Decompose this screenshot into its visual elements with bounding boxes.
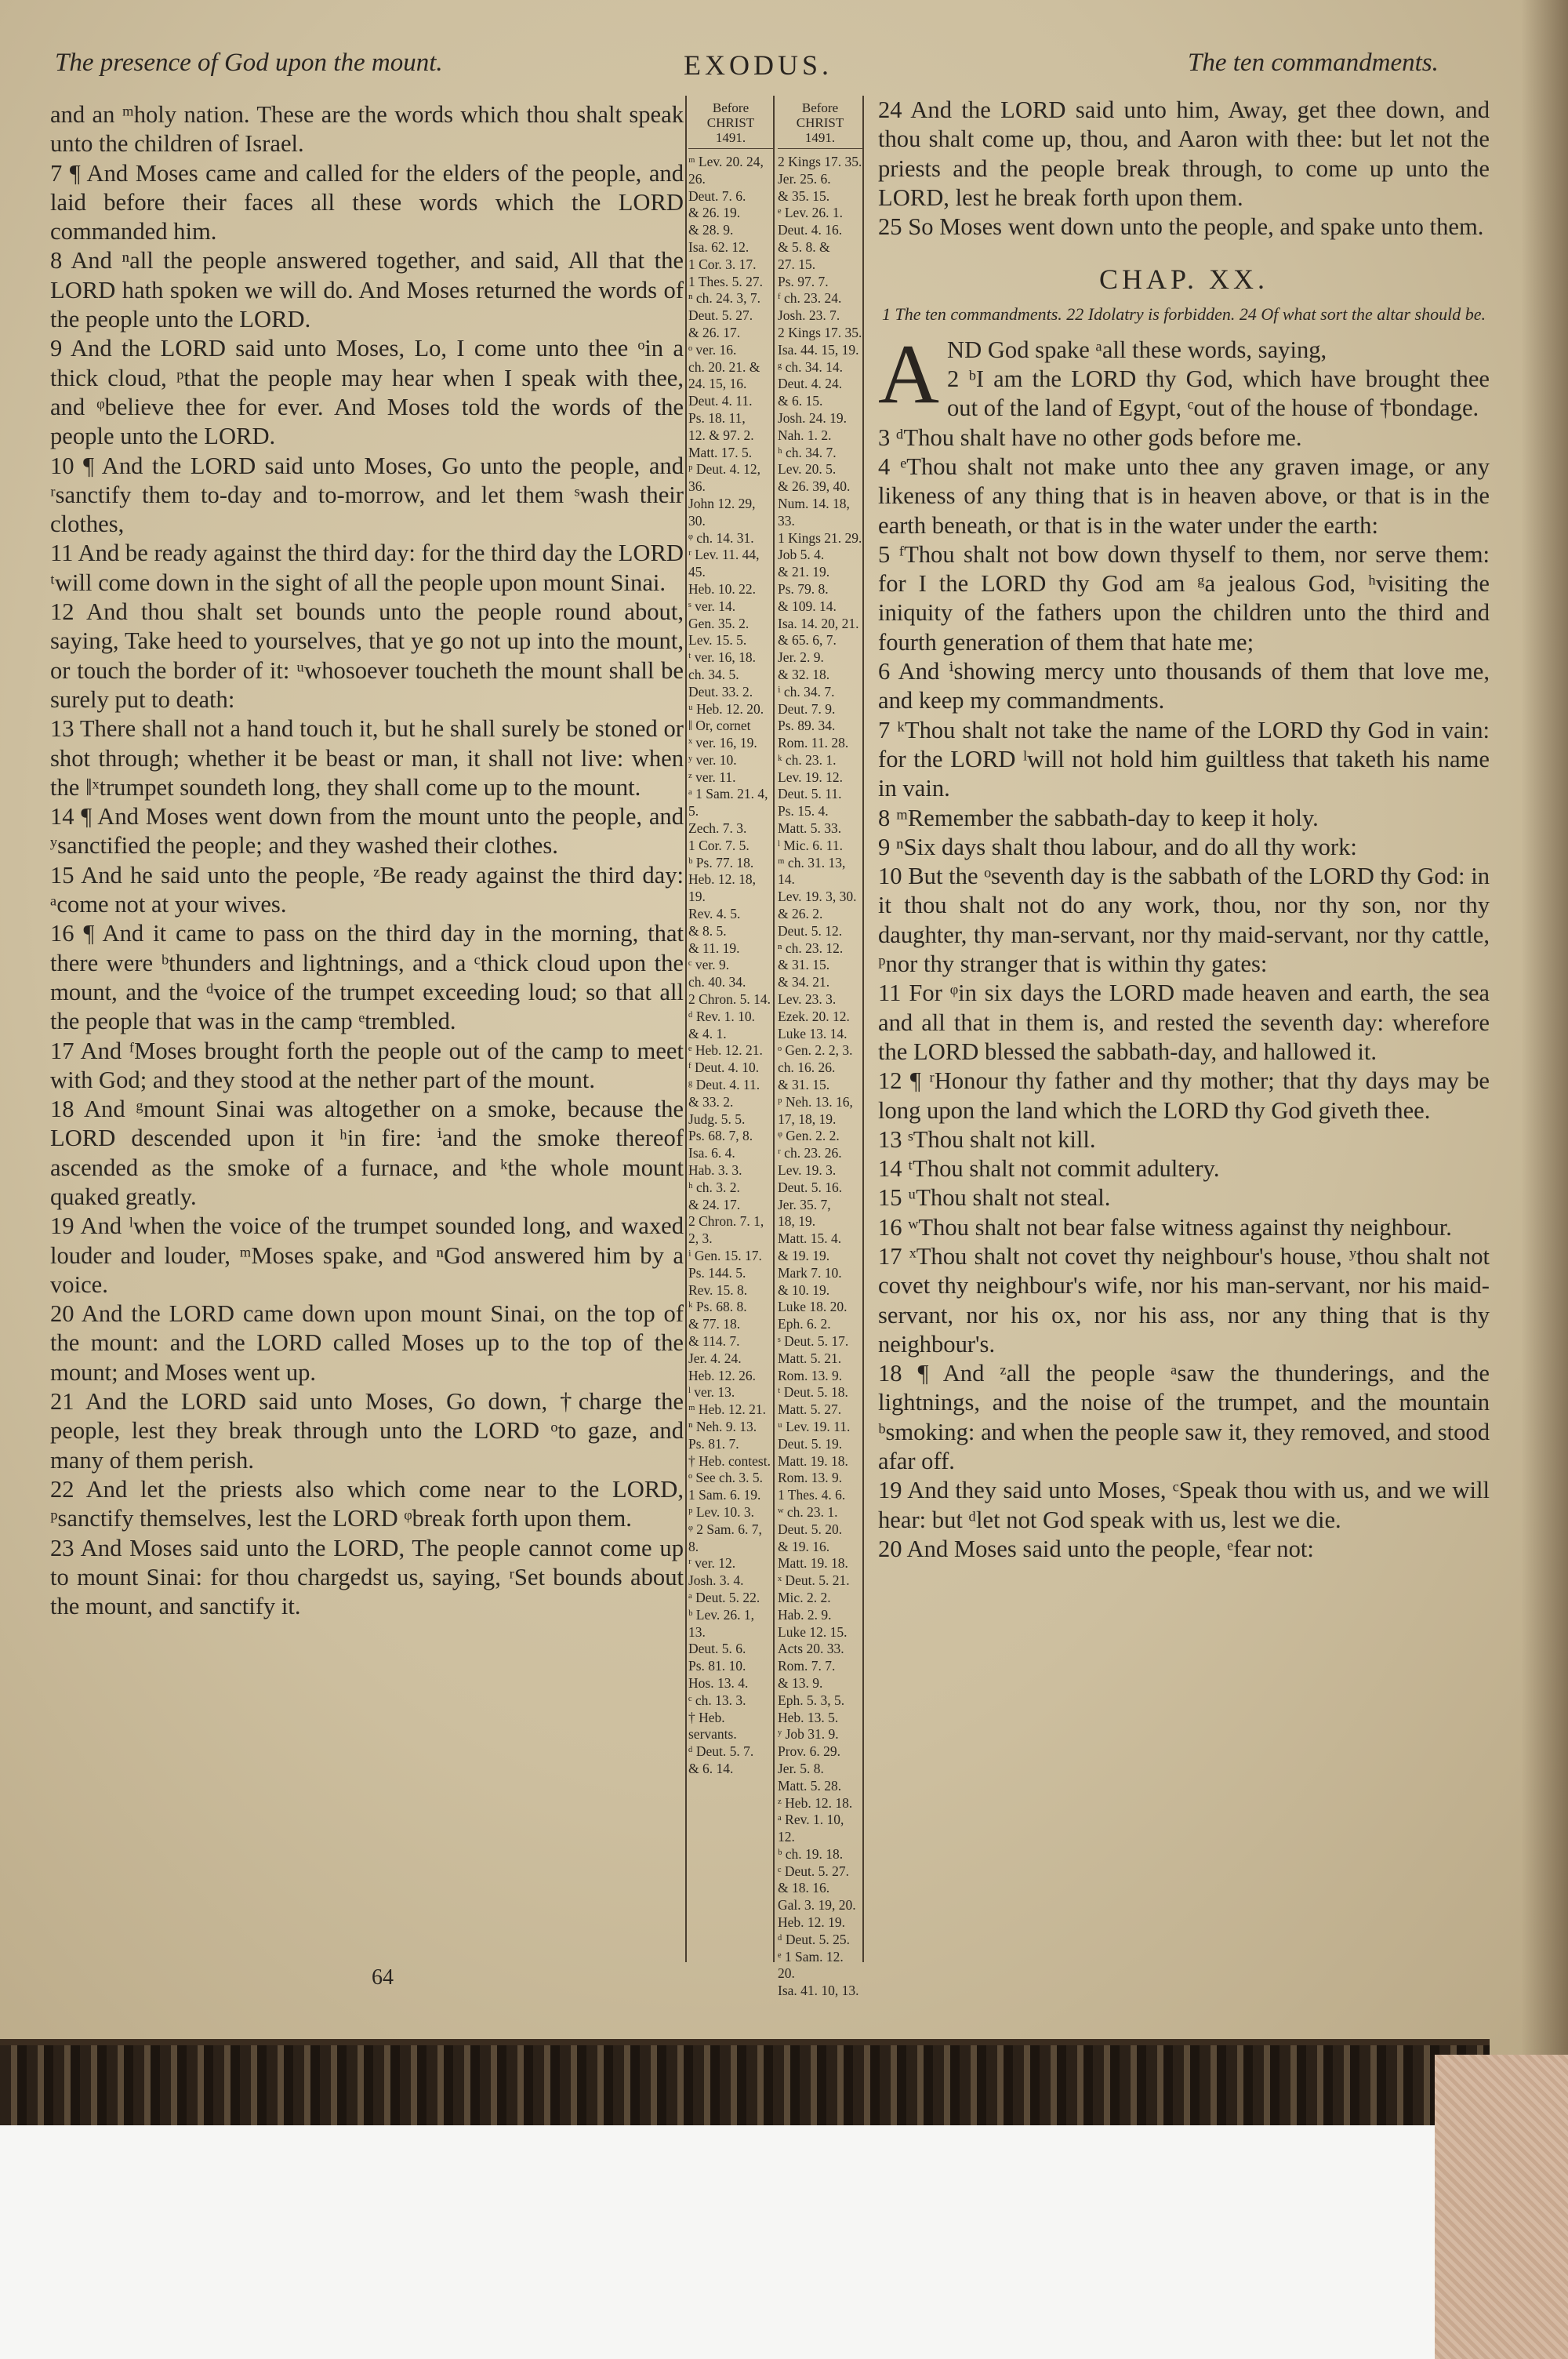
margin-reference: ʰ ch. 34. 7. bbox=[778, 444, 837, 460]
margin-reference: Luke 12. 15. bbox=[778, 1623, 848, 1640]
margin-reference: Deut. 5. 11. bbox=[778, 786, 842, 802]
margin-reference: ˡ ver. 13. bbox=[688, 1384, 735, 1401]
margin-reference: ᵈ Rev. 1. 10. bbox=[688, 1008, 755, 1024]
margin-reference: & 4. 1. bbox=[688, 1025, 727, 1041]
verse: 16 ʷThou shalt not bear false witness against thy neighbour. bbox=[878, 1213, 1452, 1241]
verse-first-text: ND God spake ᵃall these words, saying, bbox=[947, 336, 1327, 363]
margin-reference: Matt. 19. 18. bbox=[778, 1555, 848, 1572]
margin-reference: ʰ ch. 3. 2. bbox=[688, 1179, 740, 1195]
margin-reference: Nah. 1. 2. bbox=[778, 427, 832, 443]
verse: 8 And ⁿall the people answered together, and said, All that the LORD hath spoken we will do. And Moses returned the words of the people unto the LORD. bbox=[50, 247, 684, 333]
margin-reference: Matt. 5. 28. bbox=[778, 1777, 842, 1794]
margin-rule bbox=[862, 96, 864, 1962]
margin-reference: ᵠ ch. 14. 31. bbox=[688, 529, 754, 546]
margin-reference: ᵘ Heb. 12. 20. bbox=[688, 700, 764, 717]
margin-reference: & 32. 18. bbox=[778, 666, 830, 682]
margin-reference: ᵇ Lev. 26. 1, 13. bbox=[688, 1606, 754, 1640]
margin-reference: Ps. 68. 7, 8. bbox=[688, 1128, 753, 1144]
margin-reference: & 26. 19. bbox=[688, 205, 741, 221]
margin-reference: Jer. 4. 24. bbox=[688, 1350, 742, 1366]
margin-reference: Acts 20. 33. bbox=[778, 1641, 844, 1657]
margin-reference: ᵐ ch. 31. 13, 14. bbox=[778, 854, 846, 888]
verse: 23 And Moses said unto the LORD, The people cannot come up to mount Sinai: for thou chargedst us, saying, ʳSet bounds about the mount, and sanctify it. bbox=[50, 1534, 684, 1620]
verse: 8 ᵐRemember the sabbath-day to keep it holy. bbox=[878, 804, 1319, 831]
verse: 13 ˢThou shalt not kill. bbox=[878, 1125, 1096, 1153]
margin-reference: Deut. 7. 6. bbox=[688, 187, 746, 204]
verse: 24 And the LORD said unto him, Away, get thee down, and thou shalt come up, thou, and Aaron with thee: but let not the priests and the people break through, to come up unto the LORD, lest he break forth upon them. bbox=[878, 96, 1490, 211]
margin-reference: & 24. 17. bbox=[688, 1196, 741, 1212]
margin-reference: ʷ ch. 23. 1. bbox=[778, 1503, 838, 1520]
margin-reference: ʳ Lev. 11. 44, 45. bbox=[688, 547, 760, 580]
margin-reference: Lev. 19. 3, 30. & 26. 2. bbox=[778, 889, 857, 922]
left-text-column bbox=[50, 100, 684, 1621]
margin-reference: Jer. 5. 8. bbox=[778, 1760, 824, 1776]
margin-header bbox=[778, 100, 862, 149]
margin-reference: ˡ Mic. 6. 11. bbox=[778, 837, 843, 853]
verse: 9 ⁿSix days shalt thou labour, and do all thy work: bbox=[878, 833, 1357, 860]
margin-reference: Matt. 5. 33. bbox=[778, 820, 842, 837]
margin-reference: ᶜ ch. 13. 3. bbox=[688, 1692, 746, 1708]
margin-reference: & 28. 9. bbox=[688, 222, 734, 238]
margin-reference: & 6. 15. bbox=[778, 393, 823, 409]
verse: 14 ¶ And Moses went down from the mount unto the people, and ʸsanctified the people; and they washed their clothes. bbox=[50, 803, 684, 860]
margin-reference: Jer. 2. 9. bbox=[778, 649, 824, 666]
margin-reference: ᵒ ver. 16. bbox=[688, 341, 737, 358]
verse: 22 And let the priests also which come near to the LORD, ᵖsanctify themselves, lest the LORD ᵠbreak forth upon them. bbox=[50, 1475, 684, 1532]
margin-reference: & 21. 19. bbox=[778, 564, 830, 580]
margin-reference: ᵉ Heb. 12. 21. bbox=[688, 1042, 763, 1059]
margin-reference: ch. 20. 21. & bbox=[688, 358, 760, 375]
verse: 12 And thou shalt set bounds unto the people round about, saying, Take heed to yourselves, that ye go not up into the mount, or touch the border of it: ᵘwhosoever toucheth the mount shall be surely put to death: bbox=[50, 598, 684, 713]
margin-reference: Hos. 13. 4. bbox=[688, 1674, 749, 1691]
margin-reference: Lev. 15. 5. bbox=[688, 632, 747, 649]
margin-reference: Rom. 11. 28. bbox=[778, 735, 849, 751]
background-surface bbox=[0, 2125, 1435, 2359]
margin-reference: & 77. 18. bbox=[688, 1316, 741, 1332]
margin-reference: & 19. 16. bbox=[778, 1538, 830, 1554]
margin-reference: ᵒ See ch. 3. 5. bbox=[688, 1470, 763, 1486]
margin-reference: ᵃ Rev. 1. 10, 12. bbox=[778, 1812, 844, 1845]
margin-reference: Josh. 3. 4. bbox=[688, 1572, 744, 1589]
book-binding-edge bbox=[0, 2039, 1490, 2132]
margin-reference: Deut. 5. 6. bbox=[688, 1641, 746, 1657]
margin-reference: ch. 40. 34. bbox=[688, 974, 746, 990]
margin-reference: ⁿ Neh. 9. 13. bbox=[688, 1418, 757, 1434]
chapter-summary: 1 The ten commandments. 22 Idolatry is forbidden. 24 Of what sort the altar should be. bbox=[882, 304, 1486, 324]
margin-reference: Deut. 5. 12. bbox=[778, 922, 843, 939]
margin-reference: Eph. 5. 3, 5. bbox=[778, 1692, 845, 1708]
margin-reference: & 10. 19. bbox=[778, 1281, 830, 1298]
margin-reference: ⁱ ch. 34. 7. bbox=[778, 683, 835, 700]
margin-reference: ᵘ Lev. 19. 11. bbox=[778, 1418, 851, 1434]
verse: 2 ᵇI am the LORD thy God, which have brought thee out of the land of Egypt, ᶜout of the house of †bondage. bbox=[947, 365, 1490, 422]
verse: 20 And the LORD came down upon mount Sinai, on the top of the mount: and the LORD called Moses up to the top of the mount; and Moses went up. bbox=[50, 1300, 684, 1386]
verse: 19 And they said unto Moses, ᶜSpeak thou with us, and we will hear: but ᵈlet not God speak with us, lest we die. bbox=[878, 1477, 1490, 1533]
margin-reference: Heb. 12. 18, 19. bbox=[688, 871, 757, 905]
margin-reference: Prov. 6. 29. bbox=[778, 1743, 841, 1760]
margin-reference: Eph. 6. 2. bbox=[778, 1316, 831, 1332]
margin-reference: Rev. 15. 8. bbox=[688, 1281, 748, 1298]
margin-reference: Num. 14. 18, 33. bbox=[778, 495, 850, 529]
margin-reference: 2 Kings 17. 35. bbox=[778, 324, 862, 340]
running-header-right: The ten commandments. bbox=[1188, 49, 1439, 77]
margin-reference: Gen. 35. 2. bbox=[688, 615, 750, 631]
verse: 14 ᵗThou shalt not commit adultery. bbox=[878, 1155, 1220, 1183]
verse: 9 And the LORD said unto Moses, Lo, I come unto thee ᵒin a thick cloud, ᵖthat the people may hear when I speak with thee, and ᵠbelieve thee for ever. And Moses told the words of the people unto the LORD. bbox=[50, 335, 684, 450]
margin-header-year: 1491. bbox=[804, 130, 836, 145]
margin-reference: 2 Chron. 7. 1, 2, 3. bbox=[688, 1213, 764, 1247]
margin-reference: ʳ ver. 12. bbox=[688, 1555, 736, 1572]
margin-reference: ᵉ Lev. 26. 1. bbox=[778, 205, 844, 221]
margin-reference: † Heb. servants. bbox=[688, 1709, 737, 1743]
page-number: 64 bbox=[372, 1965, 394, 1990]
margin-reference: ᵖ Deut. 4. 12, 36. bbox=[688, 461, 760, 495]
margin-header bbox=[688, 100, 773, 149]
margin-reference: ᶻ Heb. 12. 18. bbox=[778, 1794, 853, 1811]
verse: 15 And he said unto the people, ᶻBe ready against the third day: ᵃcome not at your wives. bbox=[50, 861, 684, 918]
chapter-heading: CHAP. XX. bbox=[1098, 264, 1269, 296]
margin-reference: ᵍ ch. 34. 14. bbox=[778, 358, 844, 375]
margin-references-left bbox=[688, 100, 773, 1959]
margin-reference: † Heb. contest. bbox=[688, 1452, 771, 1469]
verse: 4 ᵉThou shalt not make unto thee any graven image, or any likeness of any thing that is in heaven above, or that is in the earth beneath, or that is in the water under the earth: bbox=[878, 453, 1490, 539]
margin-reference: ᵠ Gen. 2. 2. bbox=[778, 1128, 840, 1144]
margin-reference: Deut. 5. 16. bbox=[778, 1179, 843, 1195]
margin-reference: Rom. 13. 9. bbox=[778, 1470, 843, 1486]
verse: 18 ¶ And ᶻall the people ᵃsaw the thunderings, and the lightnings, and the noise of the trumpet, and the mountain ᵇsmoking: and when the people saw it, they removed, and stood afar off. bbox=[878, 1360, 1490, 1475]
margin-references-right bbox=[778, 100, 862, 1999]
margin-reference: 27. 15. bbox=[778, 256, 816, 272]
margin-reference: Deut. 5. 20. bbox=[778, 1521, 843, 1537]
margin-reference: ᶠ ch. 23. 24. bbox=[778, 290, 842, 307]
verse: 10 But the ᵒseventh day is the sabbath of the LORD thy God: in it thou shalt not do any work, thou, nor thy son, nor thy daughter, thy man-servant, nor thy maid-servant, nor thy cattle, ᵖnor thy stranger that is within thy gates: bbox=[878, 863, 1490, 978]
running-header-left: The presence of God upon the mount. bbox=[55, 49, 443, 77]
margin-reference: & 6. 14. bbox=[688, 1760, 734, 1776]
margin-reference: Deut. 4. 11. bbox=[688, 393, 753, 409]
margin-reference: ᵃ 1 Sam. 21. 4, 5. bbox=[688, 786, 768, 820]
verse: 7 ¶ And Moses came and called for the elders of the people, and laid before their faces all these words which the LORD commanded him. bbox=[50, 159, 684, 245]
margin-reference: ᵗ ver. 16, 18. bbox=[688, 649, 756, 666]
margin-reference: ʳ ch. 23. 26. bbox=[778, 1145, 842, 1161]
margin-header-christ: CHRIST bbox=[706, 115, 755, 130]
margin-reference: 24. 15, 16. bbox=[688, 376, 747, 392]
margin-reference: ᶜ ver. 9. bbox=[688, 957, 730, 973]
margin-reference: Jer. 35. 7, bbox=[778, 1196, 831, 1212]
margin-reference: Jer. 25. 6. bbox=[778, 170, 831, 187]
verse: 11 For ᵠin six days the LORD made heaven and earth, the sea and all that in them is, and rested the seventh day: wherefore the LORD blessed the sabbath-day, and hallowed it. bbox=[878, 980, 1490, 1065]
margin-reference: & 19. 19. bbox=[778, 1248, 830, 1263]
margin-reference: & 26. 39, 40. bbox=[778, 478, 851, 495]
margin-reference: Ps. 89. 34. bbox=[778, 718, 836, 734]
margin-reference: & 13. 9. bbox=[778, 1674, 823, 1691]
verse: 10 ¶ And the LORD said unto Moses, Go unto the people, and ʳsanctify them to-day and to-morrow, and let them ˢwash their clothes, bbox=[50, 452, 684, 538]
margin-header-before: Before bbox=[801, 100, 839, 115]
margin-reference: Heb. 13. 5. bbox=[778, 1709, 839, 1725]
margin-reference: Ps. 81. 7. bbox=[688, 1435, 739, 1452]
margin-reference: ᵃ Deut. 5. 22. bbox=[688, 1589, 760, 1605]
margin-reference: & 11. 19. bbox=[688, 940, 740, 956]
verse: 19 And ˡwhen the voice of the trumpet sounded long, and waxed louder and louder, ᵐMoses spake, and ⁿGod answered him by a voice. bbox=[50, 1212, 684, 1298]
margin-reference: ᶠ Deut. 4. 10. bbox=[688, 1060, 760, 1076]
margin-reference: Deut. 4. 24. bbox=[778, 376, 843, 392]
margin-reference: ʸ ver. 10. bbox=[688, 751, 737, 768]
margin-header-before: Before bbox=[712, 100, 750, 115]
margin-reference: Josh. 23. 7. bbox=[778, 307, 840, 324]
margin-reference: ˣ ver. 16, 19. bbox=[688, 735, 757, 751]
margin-reference: & 26. 17. bbox=[688, 324, 741, 340]
margin-reference: Isa. 62. 12. bbox=[688, 238, 750, 255]
running-header-book: EXODUS. bbox=[684, 49, 833, 81]
margin-reference: & 114. 7. bbox=[688, 1332, 740, 1349]
margin-reference: Zech. 7. 3. bbox=[688, 820, 747, 837]
margin-reference: ᵍ Deut. 4. 11. & 33. 2. bbox=[688, 1077, 760, 1110]
margin-reference: & 34. 21. bbox=[778, 974, 830, 990]
verse: and an ᵐholy nation. These are the words which thou shalt speak unto the children of Israel. bbox=[50, 101, 684, 158]
margin-reference: ch. 16. 26. bbox=[778, 1060, 836, 1076]
margin-reference: ᵇ Ps. 77. 18. bbox=[688, 854, 754, 871]
margin-reference: ᵖ Lev. 10. 3. bbox=[688, 1503, 755, 1520]
margin-reference: Deut. 5. 19. bbox=[778, 1435, 843, 1452]
verse: 5 ᶠThou shalt not bow down thyself to them, nor serve them: for I the LORD thy God am ᵍa jealous God, ʰvisiting the iniquity of the fathers upon the children unto the third and fourth generation of them that hate me; bbox=[878, 540, 1490, 656]
right-text-column bbox=[878, 96, 1490, 1564]
margin-reference: 1 Thes. 4. 6. bbox=[778, 1487, 846, 1503]
margin-reference: Isa. 6. 4. bbox=[688, 1145, 735, 1161]
margin-reference: Matt. 17. 5. bbox=[688, 444, 753, 460]
margin-reference: Lev. 23. 3. bbox=[778, 991, 837, 1008]
verse: 12 ¶ ʳHonour thy father and thy mother; that thy days may be long upon the land which the LORD thy God giveth thee. bbox=[878, 1067, 1490, 1124]
margin-reference: & 109. 14. bbox=[778, 598, 837, 614]
margin-reference: ᶜ Deut. 5. 27. & 18. 16. bbox=[778, 1863, 849, 1896]
verse: 20 And Moses said unto the people, ᵉfear not: bbox=[878, 1535, 1314, 1562]
margin-reference: Matt. 5. 27. bbox=[778, 1401, 842, 1418]
margin-reference: Josh. 24. 19. bbox=[778, 409, 847, 426]
margin-rule bbox=[773, 96, 775, 1962]
margin-reference: ˢ Deut. 5. 17. bbox=[778, 1332, 849, 1349]
margin-rule bbox=[685, 96, 687, 1962]
verse: 18 And ᵍmount Sinai was altogether on a smoke, because the LORD descended upon it ʰin fire: ⁱand the smoke thereof ascended as the smoke of a furnace, and ᵏthe whole mount quaked greatly. bbox=[50, 1096, 684, 1210]
margin-reference: Luke 18. 20. bbox=[778, 1299, 848, 1315]
margin-reference: Matt. 15. 4. bbox=[778, 1230, 842, 1247]
margin-reference: Lev. 20. 5. bbox=[778, 461, 837, 478]
margin-reference: ᵐ Heb. 12. 21. bbox=[688, 1401, 766, 1418]
verse: 3 ᵈThou shalt have no other gods before me. bbox=[878, 423, 1302, 451]
margin-reference: ᵠ 2 Sam. 6. 7, 8. bbox=[688, 1521, 762, 1554]
margin-reference: Heb. 12. 26. bbox=[688, 1367, 757, 1383]
margin-reference: John 12. 29, 30. bbox=[688, 495, 756, 529]
margin-reference: Lev. 19. 12. bbox=[778, 769, 843, 785]
margin-reference: 2 Kings 17. 35. bbox=[778, 154, 862, 169]
margin-reference: Deut. 5. 27. bbox=[688, 307, 753, 324]
verse: 17 ˣThou shalt not covet thy neighbour's house, ʸthou shalt not covet thy neighbour's wife, nor his man-servant, nor his maid-servant, nor his ox, nor his ass, nor any thing that is thy neighbour's. bbox=[878, 1242, 1490, 1358]
margin-reference: Matt. 19. 18. bbox=[778, 1452, 848, 1469]
margin-header-year: 1491. bbox=[715, 130, 746, 145]
margin-reference: Rom. 13. 9. bbox=[778, 1367, 843, 1383]
margin-reference: Hab. 2. 9. bbox=[778, 1606, 832, 1623]
margin-reference: 1 Sam. 6. 19. bbox=[688, 1487, 761, 1503]
margin-reference: ᵗ Deut. 5. 18. bbox=[778, 1384, 848, 1401]
margin-reference: ᵏ Ps. 68. 8. bbox=[688, 1299, 747, 1315]
margin-reference: & 35. 15. bbox=[778, 187, 830, 204]
margin-reference: Deut. 7. 9. bbox=[778, 700, 836, 717]
drop-capital: A bbox=[878, 327, 939, 421]
margin-reference: 1 Cor. 3. 17. bbox=[688, 256, 757, 272]
margin-reference: & 31. 15. bbox=[778, 957, 830, 973]
margin-reference: Ps. 81. 10. bbox=[688, 1658, 746, 1674]
margin-reference: Judg. 5. 5. bbox=[688, 1110, 746, 1127]
margin-reference: ᵖ Neh. 13. 16, 17, 18, 19. bbox=[778, 1093, 853, 1127]
verse: 6 And ⁱshowing mercy unto thousands of them that love me, and keep my commandments. bbox=[878, 658, 1490, 714]
margin-reference: ʸ Job 31. 9. bbox=[778, 1726, 839, 1743]
margin-reference: Heb. 10. 22. bbox=[688, 580, 757, 597]
margin-reference: Isa. 41. 10, 13. bbox=[778, 1983, 859, 1999]
verse: 13 There shall not a hand touch it, but he shall surely be stoned or shot through; whether it be beast or man, it shall not live: when the ‖ˣtrumpet soundeth long, they shall come up to the mount. bbox=[50, 715, 684, 801]
margin-reference: 12. & 97. 2. bbox=[688, 427, 754, 443]
margin-reference: 1 Cor. 7. 5. bbox=[688, 837, 750, 853]
margin-reference: Rom. 7. 7. bbox=[778, 1658, 836, 1674]
margin-reference: Gal. 3. 19, 20. bbox=[778, 1897, 856, 1914]
margin-reference: Rev. 4. 5. bbox=[688, 906, 741, 922]
margin-reference: ˢ ver. 14. bbox=[688, 598, 736, 614]
margin-reference: Ps. 79. 8. bbox=[778, 580, 829, 597]
margin-reference: ‖ Or, cornet bbox=[688, 718, 751, 734]
verse: 15 ᵘThou shalt not steal. bbox=[878, 1184, 1111, 1212]
margin-reference: Heb. 12. 19. bbox=[778, 1914, 846, 1931]
margin-reference: Lev. 19. 3. bbox=[778, 1162, 837, 1179]
margin-reference: 18, 19. bbox=[778, 1213, 816, 1230]
margin-header-christ: CHRIST bbox=[796, 115, 844, 130]
verse: 7 ᵏThou shalt not take the name of the LORD thy God in vain: for the LORD ˡwill not hold him guiltless that taketh his name in vain. bbox=[878, 716, 1490, 802]
margin-reference: Ps. 144. 5. bbox=[688, 1264, 746, 1281]
margin-reference: ˣ Deut. 5. 21. bbox=[778, 1572, 850, 1589]
margin-reference: & 8. 5. bbox=[688, 922, 727, 939]
margin-reference: ᵈ Deut. 5. 25. bbox=[778, 1931, 850, 1947]
margin-reference: Ps. 15. 4. bbox=[778, 803, 829, 820]
verse: 17 And ᶠMoses brought forth the people out of the camp to meet with God; and they stood at the nether part of the mount. bbox=[50, 1037, 684, 1093]
page-edge-shadow bbox=[1521, 0, 1568, 2063]
margin-reference: 1 Thes. 5. 27. bbox=[688, 273, 763, 289]
margin-reference: & 31. 15. bbox=[778, 1077, 830, 1093]
margin-reference: Ps. 18. 11, bbox=[688, 409, 746, 426]
margin-reference: ᵐ Lev. 20. 24, 26. bbox=[688, 154, 764, 187]
margin-reference: ch. 34. 5. bbox=[688, 666, 739, 682]
verse: 21 And the LORD said unto Moses, Go down, †charge the people, lest they break through unto the LORD ᵒto gaze, and many of them perish. bbox=[50, 1388, 684, 1474]
margin-reference: ᵇ ch. 19. 18. bbox=[778, 1845, 844, 1862]
margin-reference: Deut. 33. 2. bbox=[688, 683, 753, 700]
margin-reference: Isa. 14. 20, 21. & 65. 6, 7. bbox=[778, 615, 859, 649]
fabric-corner bbox=[1435, 2055, 1568, 2359]
margin-reference: ᵈ Deut. 5. 7. bbox=[688, 1743, 754, 1760]
margin-reference: Mark 7. 10. bbox=[778, 1264, 842, 1281]
margin-reference: Hab. 3. 3. bbox=[688, 1162, 742, 1179]
margin-reference: & 5. 8. & bbox=[778, 238, 830, 255]
margin-reference: Mic. 2. 2. bbox=[778, 1589, 831, 1605]
margin-reference: ᵒ Gen. 2. 2, 3. bbox=[778, 1042, 853, 1059]
margin-reference: ⁱ Gen. 15. 17. bbox=[688, 1248, 762, 1263]
margin-reference: Matt. 5. 21. bbox=[778, 1350, 842, 1366]
verse: 16 ¶ And it came to pass on the third day in the morning, that there were ᵇthunders and lightnings, and a ᶜthick cloud upon the mount, and the ᵈvoice of the trumpet exceeding loud; so that all the people that was in the camp ᵉtrembled. bbox=[50, 920, 684, 1035]
margin-reference: ⁿ ch. 23. 12. bbox=[778, 940, 844, 956]
verse: 11 And be ready against the third day: for the third day the LORD ᵗwill come down in the sight of all the people upon mount Sinai. bbox=[50, 540, 684, 596]
margin-reference: ᶻ ver. 11. bbox=[688, 769, 736, 785]
margin-reference: ᵏ ch. 23. 1. bbox=[778, 751, 837, 768]
margin-reference: Isa. 44. 15, 19. bbox=[778, 341, 859, 358]
margin-reference: 2 Chron. 5. 14. bbox=[688, 991, 771, 1008]
margin-reference: Luke 13. 14. bbox=[778, 1025, 848, 1041]
verse: 25 So Moses went down unto the people, and spake unto them. bbox=[878, 213, 1484, 241]
margin-reference: ᵉ 1 Sam. 12. 20. bbox=[778, 1948, 844, 1982]
margin-reference: Job 5. 4. bbox=[778, 547, 825, 563]
margin-reference: Ezek. 20. 12. bbox=[778, 1008, 850, 1024]
margin-reference: Deut. 4. 16. bbox=[778, 222, 843, 238]
margin-reference: ⁿ ch. 24. 3, 7. bbox=[688, 290, 761, 307]
margin-reference: 1 Kings 21. 29. bbox=[778, 529, 862, 546]
margin-reference: Ps. 97. 7. bbox=[778, 273, 829, 289]
